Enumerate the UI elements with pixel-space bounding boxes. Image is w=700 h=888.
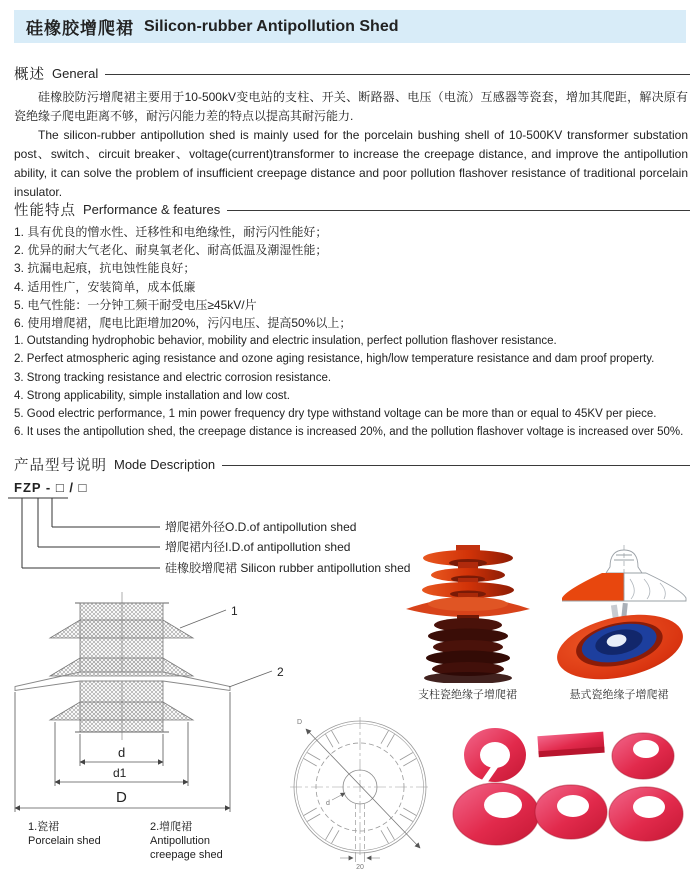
page-title-band [14,10,686,43]
model-heading-zh: 产品型号说明 [14,457,107,474]
feature-item-zh: 1. 具有优良的憎水性、迁移性和电绝缘性，耐污闪性能好； [14,225,328,239]
features-heading-en: Performance & features [83,201,221,217]
model-label-od: 增爬裙外径O.D.of antipollution shed [165,520,357,534]
feature-item-en: 2. Perfect atmospheric aging resistance and ozone aging resistance, high/low temperature resistance and dam proof property. [14,353,655,366]
rubber-strip [537,732,604,758]
dim-label-d1: d1 [113,766,127,780]
legend1-zh: 1.瓷裙 [28,821,60,833]
legend2-en1: Antipollution [150,835,210,847]
top-view-dim-d: d [326,800,330,807]
rubber-cone-large [453,783,539,845]
section-heading-features [14,200,690,218]
legend2-en2: creepage shed [150,849,223,861]
post-insulator-photo [403,545,533,683]
rubber-ring [464,728,526,786]
model-code: FZP - □ / □ [14,480,88,495]
rubber-cone-medium-2 [609,787,683,841]
section-heading-general [14,64,690,82]
suspension-insulator-photo [540,543,698,685]
feature-item-en: 3. Strong tracking resistance and electric corrosion resistance. [14,371,332,384]
page-title-zh: 硅橡胶增爬裙 [26,19,134,38]
top-view-dim-D: D [297,719,303,726]
general-paragraph-en: The silicon-rubber antipollution shed is mainly used for the porcelain bushing shell of 10-500KV transformer substation post、switch、circuit breaker、voltage(current)transformer to increase the creepage distance, and improve the antipollution ability, it can solve the problem of insufficient creepage distance and poor pollution flashover resistance of traditional porcelain insulator. [14,128,688,199]
callout-1: 1 [231,604,238,618]
rubber-cone-medium [535,785,607,839]
callout-2: 2 [277,665,284,679]
general-paragraphs [14,88,688,202]
feature-item-en: 6. It uses the antipollution shed, the creepage distance is increased 20%, and the pollution flashover voltage is increased over 50%. [14,426,684,439]
drawing-legend-2 [150,820,223,862]
heading-rule [222,465,690,466]
feature-item-zh: 6. 使用增爬裙，爬电比距增加20%，污闪电压、提高50%以上； [14,316,352,331]
feature-item-zh: 4. 适用性广，安装简单，成本低廉 [14,279,196,294]
porcelain-shed-top [50,620,193,638]
general-heading-zh: 概述 [14,66,45,83]
feature-item-en: 4. Strong applicability, simple installation and low cost. [14,389,290,402]
feature-item-zh: 3. 抗漏电起痕，抗电蚀性能良好； [14,261,196,276]
features-heading-zh: 性能特点 [14,202,76,219]
model-label-id: 增爬裙内径I.D.of antipollution shed [165,540,351,554]
model-heading-en: Mode Description [114,456,216,472]
legend1-en: Porcelain shed [28,835,101,847]
features-list [14,223,690,441]
heading-rule [105,74,690,75]
photo-caption-suspension: 悬式瓷绝缘子增爬裙 [569,689,669,701]
diameter-line [306,729,420,848]
photo-caption-post: 支柱瓷绝缘子增爬裙 [418,689,517,701]
dim-label-D: D [116,789,127,806]
top-view-dim-slot: 20 [356,864,364,871]
feature-item-en: 1. Outstanding hydrophobic behavior, mobility and electric insulation, perfect pollution flashover resistance. [14,335,557,348]
porcelain-shed-bottom [50,702,193,720]
model-label-shed: 硅橡胶增爬裙 Silicon rubber antipollution shed [165,561,411,575]
feature-item-zh: 2. 优异的耐大气老化、耐臭氧老化、耐高低温及潮湿性能； [14,243,328,258]
legend2-zh: 2.增爬裙 [150,821,193,833]
suspension-disc [551,603,689,685]
porcelain-shed-middle [50,658,193,676]
insulator-cross-section-drawing [10,590,295,825]
rubber-cone-small [612,733,674,779]
general-paragraph-zh: 硅橡胶防污增爬裙主要用于10-500kV变电站的支柱、开关、断路器、电压（电流）互感器等瓷套，增加其爬距，解决原有瓷绝缘子爬电距离不够，耐污闪能力差的特点以提高其耐污能力. [14,90,688,123]
heading-rule [227,210,690,211]
general-heading-en: General [52,65,99,81]
drawing-legend-1 [28,820,101,848]
feature-item-zh: 5. 电气性能：一分钟工频干耐受电压≥45kV/片 [14,297,257,312]
shed-half-colored [562,573,624,601]
shed-top-view-drawing [288,712,448,877]
page-title-en: Silicon-rubber Antipollution Shed [144,17,399,35]
feature-item-en: 5. Good electric performance, 1 min power frequency dry type withstand voltage can be more than or equal to 45KV per piece. [14,408,657,421]
dim-label-d: d [118,745,126,760]
rubber-sheds-photo [450,722,698,862]
